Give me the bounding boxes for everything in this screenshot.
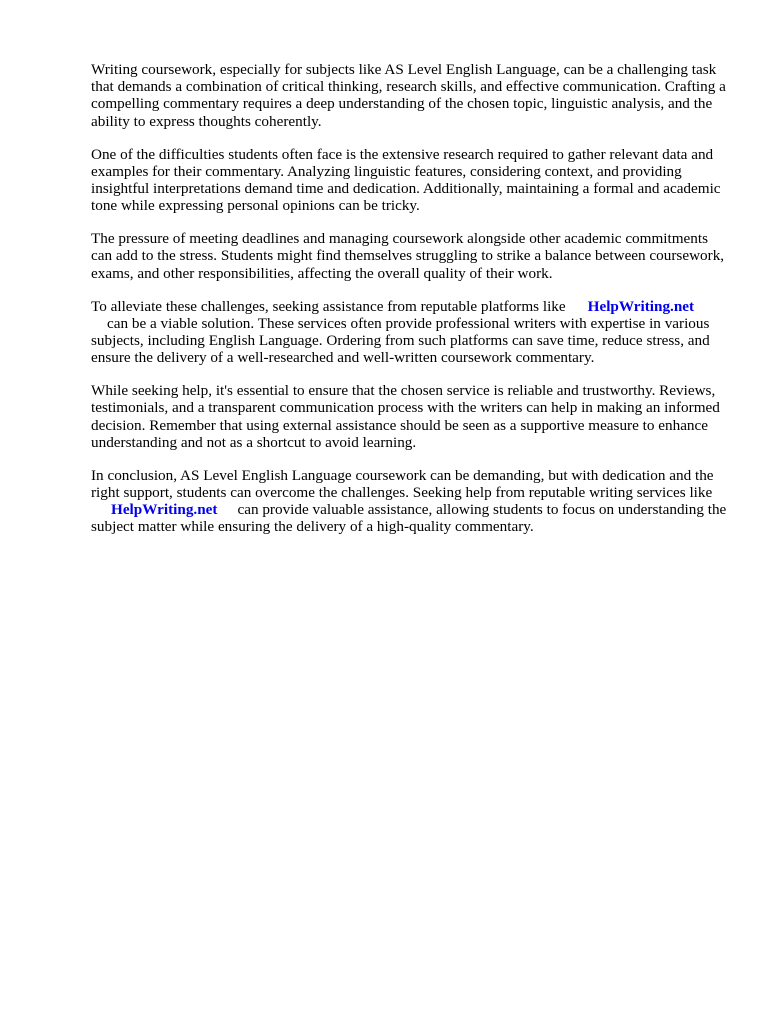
paragraph-conclusion-text-after: can provide valuable assistance, allowing students to focus on understanding the subject matter while ensuring the delivery of a high-quality commentary. — [91, 501, 727, 536]
helpwriting-link[interactable]: HelpWriting.net — [587, 297, 695, 315]
document-body — [91, 61, 727, 551]
paragraph-difficulties: One of the difficulties students often face is the extensive research required to gather relevant data and examples for their commentary. Analyzing linguistic features, considering context, and providing insightful interpretations demand time and dedication. Additionally, maintaining a formal and academic tone while expressing personal opinions can be tricky. — [91, 145, 721, 215]
helpwriting-link[interactable]: HelpWriting.net — [111, 501, 218, 519]
paragraph-conclusion-text-before: In conclusion, AS Level English Language coursework can be demanding, but with dedication and the right support, students can overcome the challenges. Seeking help from reputable writing services like — [91, 466, 714, 502]
paragraph-pressure: The pressure of meeting deadlines and managing coursework alongside other academic commitments can add to the stress. Students might find themselves struggling to strike a balance between coursework, exams, and other responsibilities, affecting the overall quality of their work. — [91, 230, 725, 282]
paragraph-seeking-help: While seeking help, it's essential to ensure that the chosen service is reliable and trustworthy. Reviews, testimonials, and a transparent communication process with the writers can help in making an informed decision. Remember that using external assistance should be seen as a supportive measure to enhance understanding and not as a shortcut to avoid learning. — [91, 382, 720, 451]
paragraph-conclusion — [91, 467, 727, 536]
paragraph-intro: Writing coursework, especially for subjects like AS Level English Language, can be a challenging task that demands a combination of critical thinking, research skills, and effective communication. Crafting a compelling commentary requires a deep understanding of the chosen topic, linguistic analysis, and the ability to express thoughts coherently. — [91, 61, 726, 130]
paragraph-alleviate — [91, 298, 727, 367]
paragraph-alleviate-text-after: can be a viable solution. These services often provide professional writers with expertise in various subjects, including English Language. Ordering from such platforms can save time, reduce stress, and ensure the delivery of a well-researched and well-written coursework commentary. — [91, 314, 710, 367]
paragraph-alleviate-text-before: To alleviate these challenges, seeking assistance from reputable platforms like — [91, 297, 566, 315]
